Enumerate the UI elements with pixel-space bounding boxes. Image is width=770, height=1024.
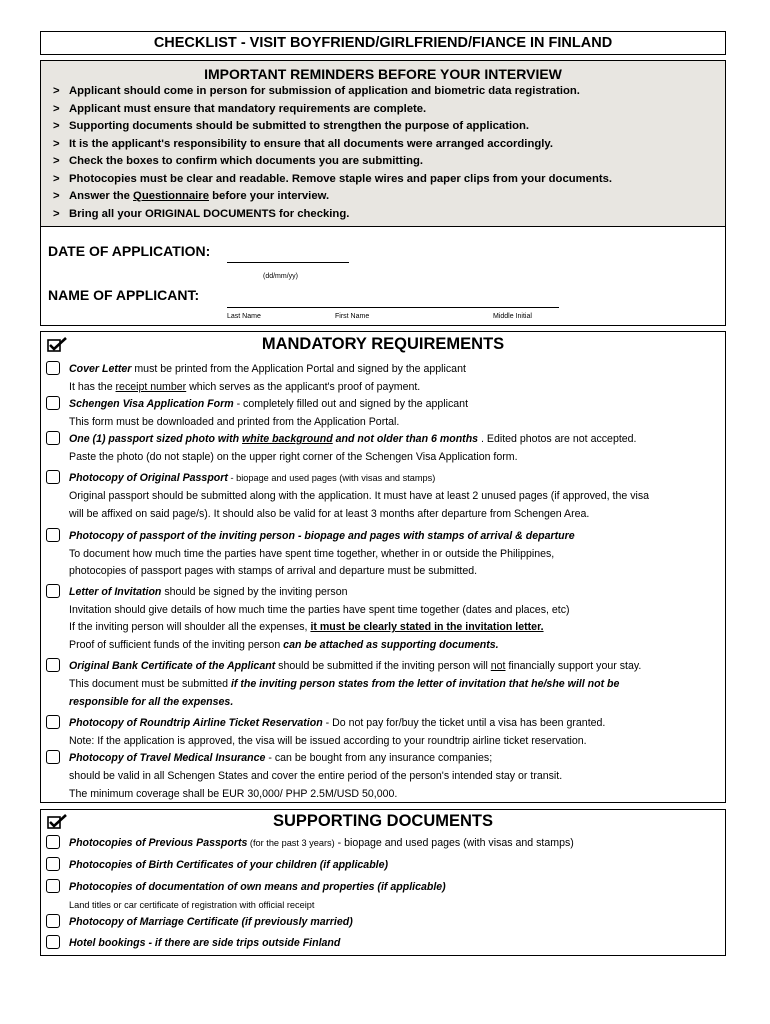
list-item: Note: If the application is approved, the visa will be issued according to your roundtrip airline ticket reservation. xyxy=(69,735,587,747)
insurance-checkbox[interactable] xyxy=(46,750,60,764)
list-item: Letter of Invitation should be signed by the inviting person xyxy=(41,583,725,601)
last-name-hint: Last Name xyxy=(227,313,261,320)
list-item: will be affixed on said page/s). It should also be valid for at least 3 months after departure from Schengen Area. xyxy=(69,508,590,520)
list-item: > Applicant must ensure that mandatory requirements are complete. xyxy=(53,102,427,115)
date-field[interactable] xyxy=(227,246,349,263)
list-item: > Bring all your ORIGINAL DOCUMENTS for checking. xyxy=(53,207,350,220)
list-item: One (1) passport sized photo with white background and not older than 6 months . Edited photos are not accepted. xyxy=(41,430,725,448)
reminders-panel xyxy=(41,61,725,227)
reminders-heading: IMPORTANT REMINDERS BEFORE YOUR INTERVIEW xyxy=(204,66,562,82)
list-item: Proof of sufficient funds of the inviting person can be attached as supporting documents. xyxy=(69,639,499,651)
list-item: Photocopies of documentation of own means and properties (if applicable) xyxy=(41,878,725,896)
list-item: Photocopy of Marriage Certificate (if previously married) xyxy=(41,913,725,931)
previous-passports-checkbox[interactable] xyxy=(46,835,60,849)
list-item: Photocopy of Travel Medical Insurance - can be bought from any insurance companies; xyxy=(41,749,725,767)
list-item: Original Bank Certificate of the Applicant should be submitted if the inviting person will not financially support your stay. xyxy=(41,657,725,675)
cover-letter-checkbox[interactable] xyxy=(46,361,60,375)
list-item: Original passport should be submitted along with the application. It must have at least 2 unused pages (if approved, the visa xyxy=(69,490,650,502)
list-item: Land titles or car certificate of registration with official receipt xyxy=(69,900,315,910)
own-means-checkbox[interactable] xyxy=(46,879,60,893)
list-item: > It is the applicant's responsibility to ensure that all documents were arranged accordingly. xyxy=(53,137,553,150)
passport-checkbox[interactable] xyxy=(46,470,60,484)
list-item: It has the receipt number which serves as the applicant's proof of payment. xyxy=(69,381,421,393)
list-item: > Photocopies must be clear and readable. Remove staple wires and paper clips from your documents. xyxy=(53,172,613,185)
page-title: CHECKLIST - VISIT BOYFRIEND/GIRLFRIEND/FIANCE IN FINLAND xyxy=(40,31,726,55)
marriage-certificate-checkbox[interactable] xyxy=(46,914,60,928)
supporting-section xyxy=(40,809,726,956)
list-item: Hotel bookings - if there are side trips outside Finland xyxy=(41,934,725,952)
list-item: This form must be downloaded and printed from the Application Portal. xyxy=(69,416,400,428)
visa-form-checkbox[interactable] xyxy=(46,396,60,410)
name-label: NAME OF APPLICANT: xyxy=(48,287,200,303)
bank-certificate-checkbox[interactable] xyxy=(46,658,60,672)
photo-checkbox[interactable] xyxy=(46,431,60,445)
list-item: > Check the boxes to confirm which documents you are submitting. xyxy=(53,155,424,167)
list-item: Photocopies of Previous Passports (for the past 3 years) - biopage and used pages (with visas and stamps) xyxy=(41,834,725,852)
list-item: > Applicant should come in person for submission of application and biometric data registration. xyxy=(53,85,580,97)
list-item: Photocopy of Roundtrip Airline Ticket Reservation - Do not pay for/buy the ticket until a visa has been granted. xyxy=(41,714,725,732)
list-item: should be valid in all Schengen States and cover the entire period of the person's intended stay or transit. xyxy=(69,770,563,782)
list-item: Invitation should give details of how much time the parties have spent time together (dates and places, etc) xyxy=(69,604,570,616)
list-item: To document how much time the parties have spent time together, whether in or outside the Philippines, xyxy=(69,548,555,560)
list-item: Photocopy of passport of the inviting person - biopage and pages with stamps of arrival & departure xyxy=(41,527,725,545)
date-hint: (dd/mm/yy) xyxy=(263,273,298,280)
hotel-bookings-checkbox[interactable] xyxy=(46,935,60,949)
invitation-checkbox[interactable] xyxy=(46,584,60,598)
mandatory-section xyxy=(40,331,726,803)
list-item: Photocopy of Original Passport - biopage and used pages (with visas and stamps) xyxy=(41,469,725,487)
name-field[interactable] xyxy=(227,291,559,308)
list-item: Schengen Visa Application Form - completely filled out and signed by the applicant xyxy=(41,395,725,413)
questionnaire-link[interactable]: Questionnaire xyxy=(133,190,209,202)
date-label: DATE OF APPLICATION: xyxy=(48,243,211,259)
list-item: photocopies of passport pages with stamps of arrival and departure must be submitted. xyxy=(69,565,478,577)
list-item: If the inviting person will shoulder all the expenses, it must be clearly stated in the invitation letter. xyxy=(69,621,544,633)
supporting-heading: SUPPORTING DOCUMENTS xyxy=(272,812,493,830)
list-item: Paste the photo (do not staple) on the upper right corner of the Schengen Visa Application form. xyxy=(69,451,518,463)
mandatory-heading: MANDATORY REQUIREMENTS xyxy=(261,335,505,353)
list-item: Cover Letter must be printed from the Application Portal and signed by the applicant xyxy=(41,360,725,378)
list-item: > Supporting documents should be submitted to strengthen the purpose of application. xyxy=(53,120,530,132)
first-name-hint: First Name xyxy=(335,313,370,320)
list-item: This document must be submitted if the inviting person states from the letter of invitation that he/she will not be xyxy=(69,678,620,690)
inviter-passport-checkbox[interactable] xyxy=(46,528,60,542)
list-item: The minimum coverage shall be EUR 30,000/ PHP 2.5M/USD 50,000. xyxy=(69,788,398,800)
reminders-list xyxy=(41,83,725,223)
birth-certificates-checkbox[interactable] xyxy=(46,857,60,871)
middle-initial-hint: Middle Initial xyxy=(493,313,532,320)
list-item: Photocopies of Birth Certificates of your children (if applicable) xyxy=(41,856,725,874)
reminders-box xyxy=(40,60,726,326)
list-item: responsible for all the expenses. xyxy=(69,696,234,708)
list-item: > Answer the Questionnaire before your interview. xyxy=(53,190,330,202)
airline-ticket-checkbox[interactable] xyxy=(46,715,60,729)
